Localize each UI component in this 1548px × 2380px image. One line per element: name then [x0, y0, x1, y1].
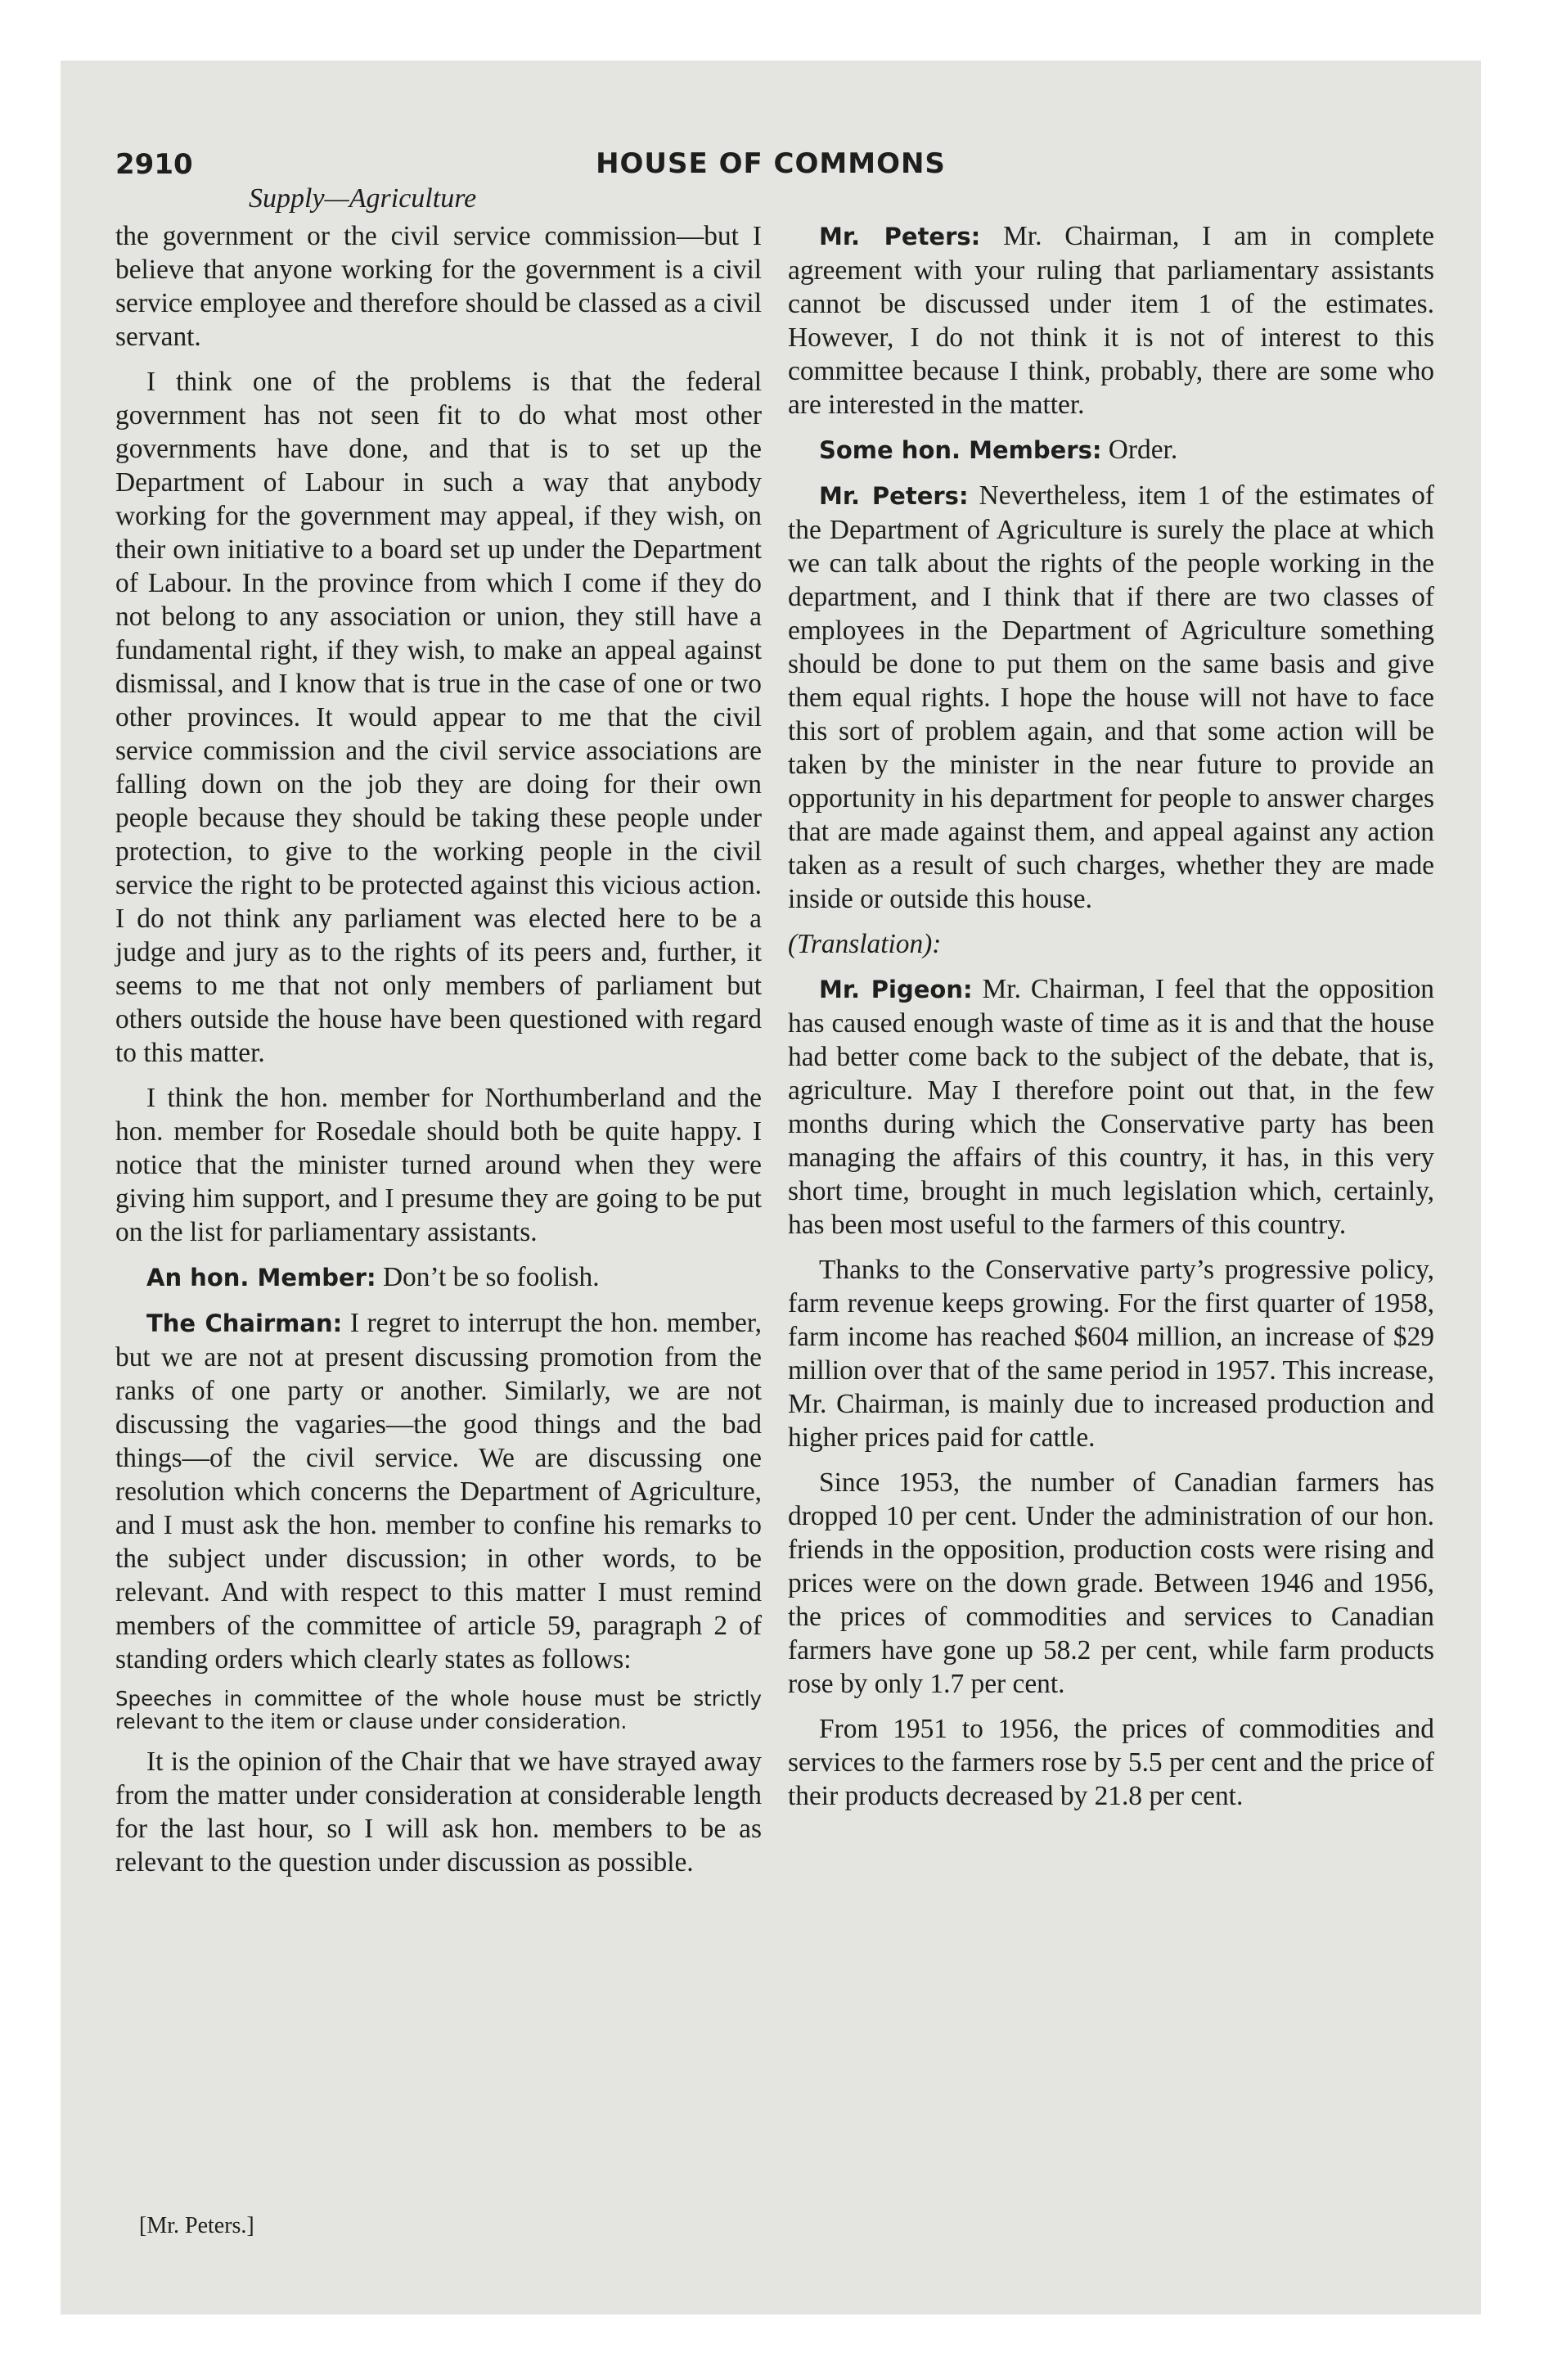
speaker-name: Mr. Peters:	[819, 223, 981, 250]
page-header: HOUSE OF COMMONS	[596, 147, 946, 180]
paragraph: Since 1953, the number of Canadian farmers has dropped 10 per cent. Under the administration of our hon. friends in the opposition, production costs were rising and prices were on the down grade. Between 1946 and 1956, the prices of commodities and services to Canadian farmers have gone up 58.2 per cent, while farm products rose by only 1.7 per cent.	[788, 1467, 1434, 1699]
speech-text: Don’t be so foolish.	[376, 1262, 600, 1292]
paragraph: From 1951 to 1956, the prices of commodities and services to the farmers rose by 5.5 per cent and the price of their products decreased by 21.8 per cent.	[788, 1714, 1434, 1811]
speaker-name: Mr. Peters:	[819, 482, 969, 510]
paragraph: I think the hon. member for Northumberland and the hon. member for Rosedale should both be quite happy. I notice that the minister turned around when they were giving him support, and I presume they are going to be put on the list for parliamentary assistants.	[115, 1083, 762, 1247]
block-quote: Speeches in committee of the whole house must be strictly relevant to the item or clause under consideration.	[115, 1687, 762, 1733]
speech-paragraph	[788, 219, 1434, 421]
left-column	[115, 219, 762, 1891]
speech-paragraph	[788, 433, 1434, 467]
speaker-name: Mr. Pigeon:	[819, 976, 973, 1003]
speech-text: Nevertheless, item 1 of the estimates of the Department of Agriculture is surely the place at which we can talk about the rights of the people working in the department, and I think that if there are two classes of employees in the Department of Agriculture something should be done to put them on the same basis and give them equal rights. I hope the house will not have to face this sort of problem again, and that some action will be taken by the minister in the near future to provide an opportunity in his department for people to answer charges that are made against them, and appeal against any action taken as a result of such charges, whether they are made inside or outside this house.	[788, 480, 1434, 914]
speaker-name: Some hon. Members:	[819, 436, 1102, 464]
speech-text: I regret to interrupt the hon. member, but we are not at present discussing promotion from the ranks of one party or another. Similarly, we are not discussing the vagaries—the good things and the bad things—of the civil service. We are discussing one resolution which concerns the Department of Agriculture, and I must ask the hon. member to confine his remarks to the subject under discussion; in other words, to be relevant. And with respect to this matter I must remind members of the committee of article 59, paragraph 2 of standing orders which clearly states as follows:	[115, 1308, 762, 1675]
speech-text: Order.	[1101, 435, 1178, 465]
document-page	[61, 61, 1481, 2315]
page-footer: [Mr. Peters.]	[139, 2213, 254, 2238]
right-column	[788, 219, 1434, 1824]
translation-marker: (Translation):	[788, 929, 942, 959]
page-number: 2910	[115, 148, 193, 181]
speech-paragraph	[788, 972, 1434, 1242]
speech-text: Mr. Chairman, I am in complete agreement with your ruling that parliamentary assistants cannot be discussed under item 1 of the estimates. However, I do not think it is not of interest to this committee because I think, probably, there are some who are interested in the matter.	[788, 221, 1434, 420]
speech-paragraph	[115, 1260, 762, 1295]
speaker-name: The Chairman:	[146, 1309, 343, 1337]
paragraph: the government or the civil service commission—but I believe that anyone working for the government is a civil service employee and therefore should be classed as a civil servant.	[115, 221, 762, 352]
speech-paragraph	[115, 1306, 762, 1676]
paragraph: Thanks to the Conservative party’s progressive policy, farm revenue keeps growing. For the first quarter of 1958, farm income has reached $604 million, an increase of $29 million over that of the same period in 1957. This increase, Mr. Chairman, is mainly due to increased production and higher prices paid for cattle.	[788, 1255, 1434, 1453]
paragraph: I think one of the problems is that the federal government has not seen fit to do what most other governments have done, and that is to set up the Department of Labour in such a way that anybody working for the government may appeal, if they wish, on their own initiative to a board set up under the Department of Labour. In the province from which I come if they do not belong to any association or union, they still have a fundamental right, if they wish, to make an appeal against dismissal, and I know that is true in the case of one or two other provinces. It would appear to me that the civil service commission and the civil service associations are falling down on the job they are doing for their own people because they should be taking these people under protection, to give to the working people in the civil service the right to be protected against this vicious action. I do not think any parliament was elected here to be a judge and jury as to the rights of its peers and, further, it seems to me that not only members of parliament but others outside the house have been questioned with regard to this matter.	[115, 367, 762, 1068]
section-subheader: Supply—Agriculture	[249, 183, 477, 214]
paragraph: It is the opinion of the Chair that we have strayed away from the matter under consideration at considerable length for the last hour, so I will ask hon. members to be as relevant to the question under discussion as possible.	[115, 1747, 762, 1877]
speaker-name: An hon. Member:	[146, 1264, 376, 1291]
speech-text: Mr. Chairman, I feel that the opposition has caused enough waste of time as it is and that the house had better come back to the subject of the debate, that is, agriculture. May I therefore point out that, in the few months during which the Conservative party has been managing the affairs of this country, it has, in this very short time, brought in much legislation which, certainly, has been most useful to the farmers of this country.	[788, 974, 1434, 1240]
speech-paragraph	[788, 479, 1434, 916]
